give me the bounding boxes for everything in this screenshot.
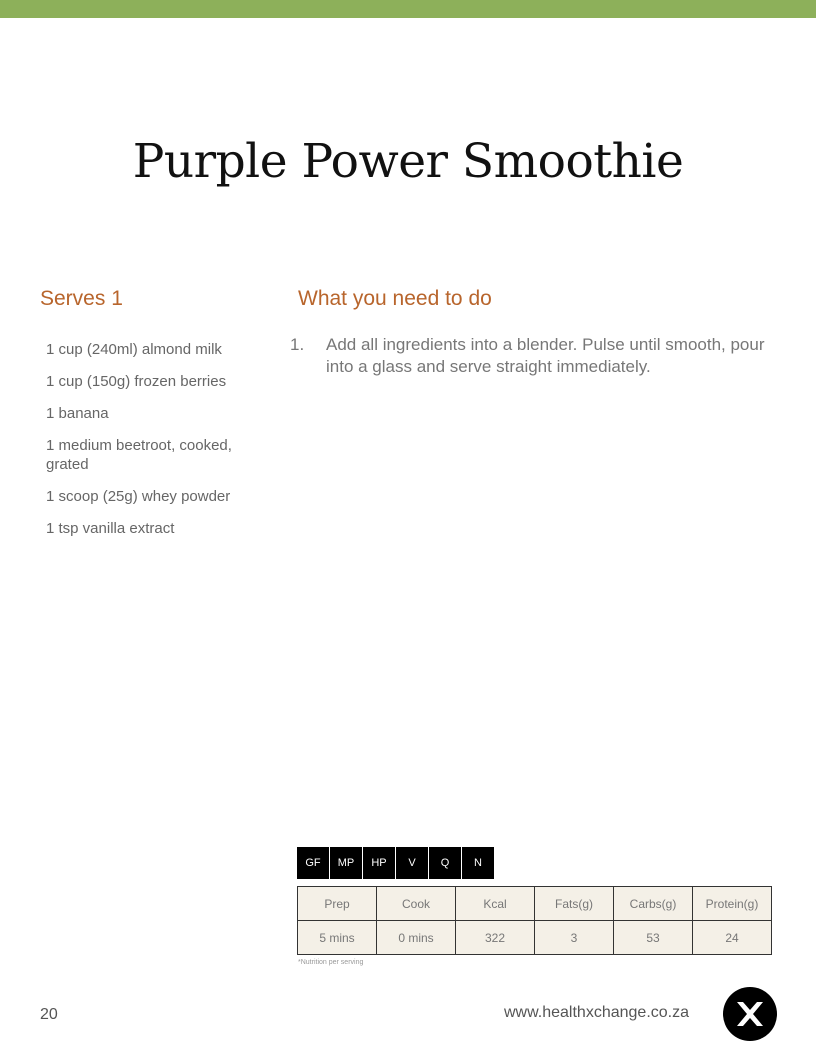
top-accent-bar: [0, 0, 816, 18]
step-number: 1.: [290, 335, 305, 354]
page-title: Purple Power Smoothie: [132, 134, 684, 189]
diet-tag: HP: [363, 847, 395, 879]
ingredient-item: 1 medium beetroot, cooked, grated: [46, 437, 232, 473]
diet-tags: [297, 847, 495, 879]
nutrition-header: Carbs(g): [614, 887, 693, 921]
nutrition-header: Cook: [377, 887, 456, 921]
step-text: Add all ingredients into a blender. Pulse until smooth, pour into a glass and serve straight immediately.: [326, 335, 765, 376]
diet-tag: GF: [297, 847, 329, 879]
nutrition-note: *Nutrition per serving: [298, 959, 364, 966]
method-heading: What you need to do: [298, 287, 492, 310]
ingredient-item: 1 tsp vanilla extract: [46, 520, 175, 537]
page-number: 20: [40, 1006, 58, 1023]
nutrition-value: 53: [614, 921, 693, 955]
nutrition-value: 24: [693, 921, 772, 955]
ingredient-item: 1 banana: [46, 405, 109, 422]
ingredient-item: 1 scoop (25g) whey powder: [46, 488, 231, 505]
diet-tag: Q: [429, 847, 461, 879]
diet-tag: MP: [330, 847, 362, 879]
method-step: [290, 334, 780, 378]
ingredient-item: 1 cup (240ml) almond milk: [46, 341, 222, 358]
diet-tag: V: [396, 847, 428, 879]
serves-heading: Serves 1: [40, 287, 123, 310]
diet-tag: N: [462, 847, 494, 879]
nutrition-header-row: [298, 887, 772, 921]
nutrition-value: 322: [456, 921, 535, 955]
nutrition-header: Protein(g): [693, 887, 772, 921]
nutrition-value-row: [298, 921, 772, 955]
nutrition-value: 5 mins: [298, 921, 377, 955]
nutrition-value: 3: [535, 921, 614, 955]
method-list: [290, 334, 780, 378]
nutrition-header: Prep: [298, 887, 377, 921]
healthxchange-logo-icon: [723, 987, 777, 1041]
ingredient-list: [46, 340, 261, 551]
nutrition-value: 0 mins: [377, 921, 456, 955]
nutrition-header: Kcal: [456, 887, 535, 921]
nutrition-header: Fats(g): [535, 887, 614, 921]
ingredient-item: 1 cup (150g) frozen berries: [46, 373, 227, 390]
nutrition-table: [297, 886, 772, 955]
website-link[interactable]: www.healthxchange.co.za: [504, 1004, 689, 1021]
